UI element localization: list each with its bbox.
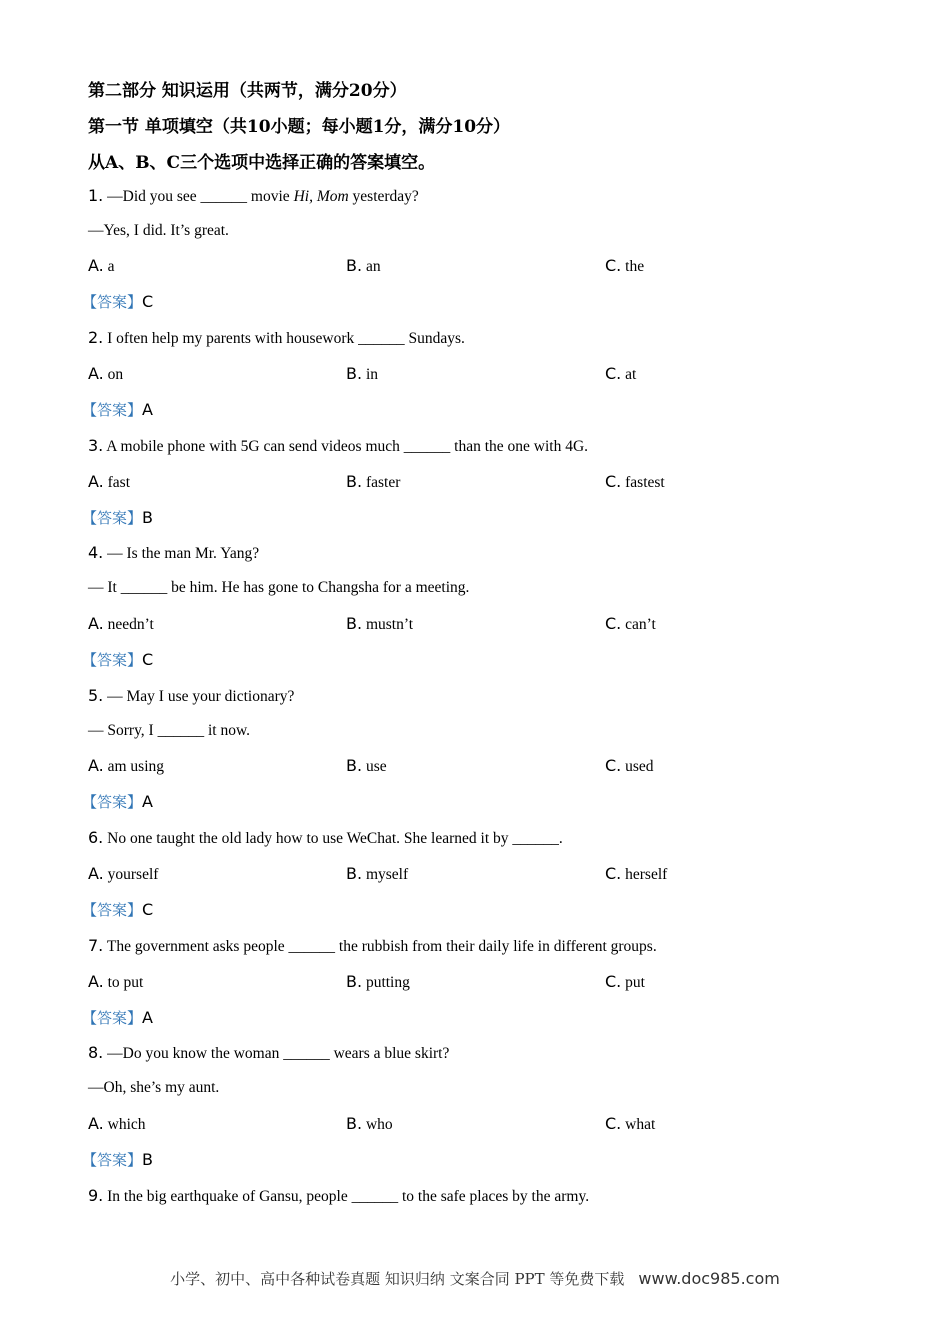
question-8-option-b: B. who [346,1114,393,1133]
question-8-answer: 【答案】B [82,1150,153,1169]
question-6-answer: 【答案】C [82,900,154,919]
question-2-option-a: A. on [88,364,124,383]
question-1-option-a: A. a [88,256,115,275]
footer-url[interactable]: www.doc985.com [638,1269,780,1288]
question-8-option-c: C. what [605,1114,656,1133]
question-5-option-b: B. use [346,756,387,775]
question-7-option-c: C. put [605,972,645,991]
question-text-tail: yesterday? [348,188,419,205]
question-1-option-c: C. the [605,256,645,275]
question-3-option-c: C. fastest [605,472,665,491]
subsection-heading: 第一节 单项填空（共10小题；每小题1分，满分10分） [88,117,511,137]
question-8-option-a: A. which [88,1114,146,1133]
question-3-option-a: A. fast [88,472,131,491]
question-2-line-1: 2. I often help my parents with housework ______ Sundays. [88,328,465,347]
question-9-line-1: 9. In the big earthquake of Gansu, people ______ to the safe places by the army. [88,1186,590,1205]
question-7-option-a: A. to put [88,972,144,991]
movie-title: Hi, Mom [293,188,349,205]
question-text: —Did you see ______ movie [107,188,294,205]
question-4-line-1: 4. — Is the man Mr. Yang? [88,543,260,562]
question-4-option-c: C. can’t [605,614,656,633]
question-4-option-b: B. mustn’t [346,614,414,633]
question-6-option-a: A. yourself [88,864,159,883]
question-2-option-c: C. at [605,364,637,383]
question-7-option-b: B. putting [346,972,410,991]
question-1-line-1 [88,186,419,206]
question-3-line-1: 3. A mobile phone with 5G can send videos much ______ than the one with 4G. [88,436,589,455]
question-2-option-b: B. in [346,364,378,383]
section-heading: 第二部分 知识运用（共两节，满分20分） [88,81,407,101]
question-4-option-a: A. needn’t [88,614,154,633]
question-4-line-2: — It ______ be him. He has gone to Changsha for a meeting. [88,579,470,596]
question-6-option-b: B. myself [346,864,409,883]
question-number: 1. [88,186,104,205]
question-8-line-1: 8. —Do you know the woman ______ wears a blue skirt? [88,1043,450,1062]
question-1-option-b: B. an [346,256,381,275]
question-5-line-2: — Sorry, I ______ it now. [88,722,251,739]
page-footer [0,1268,950,1289]
question-7-line-1: 7. The government asks people ______ the rubbish from their daily life in different groups. [88,936,657,955]
question-1-answer: 【答案】C [82,292,154,311]
question-8-line-2: —Oh, she’s my aunt. [88,1079,220,1096]
question-7-answer: 【答案】A [82,1008,153,1027]
footer-text: 小学、初中、高中各种试卷真题 知识归纳 文案合同 PPT 等免费下载 [170,1270,625,1288]
question-5-line-1: 5. — May I use your dictionary? [88,686,295,705]
question-1-line-2: —Yes, I did. It’s great. [88,222,229,239]
question-4-answer: 【答案】C [82,650,154,669]
question-5-answer: 【答案】A [82,792,153,811]
question-6-line-1: 6. No one taught the old lady how to use WeChat. She learned it by ______. [88,828,563,847]
question-6-option-c: C. herself [605,864,668,883]
question-5-option-c: C. used [605,756,654,775]
question-3-option-b: B. faster [346,472,401,491]
question-2-answer: 【答案】A [82,400,153,419]
instruction-heading: 从A、B、C三个选项中选择正确的答案填空。 [88,153,436,173]
question-5-option-a: A. am using [88,756,165,775]
question-3-answer: 【答案】B [82,508,153,527]
